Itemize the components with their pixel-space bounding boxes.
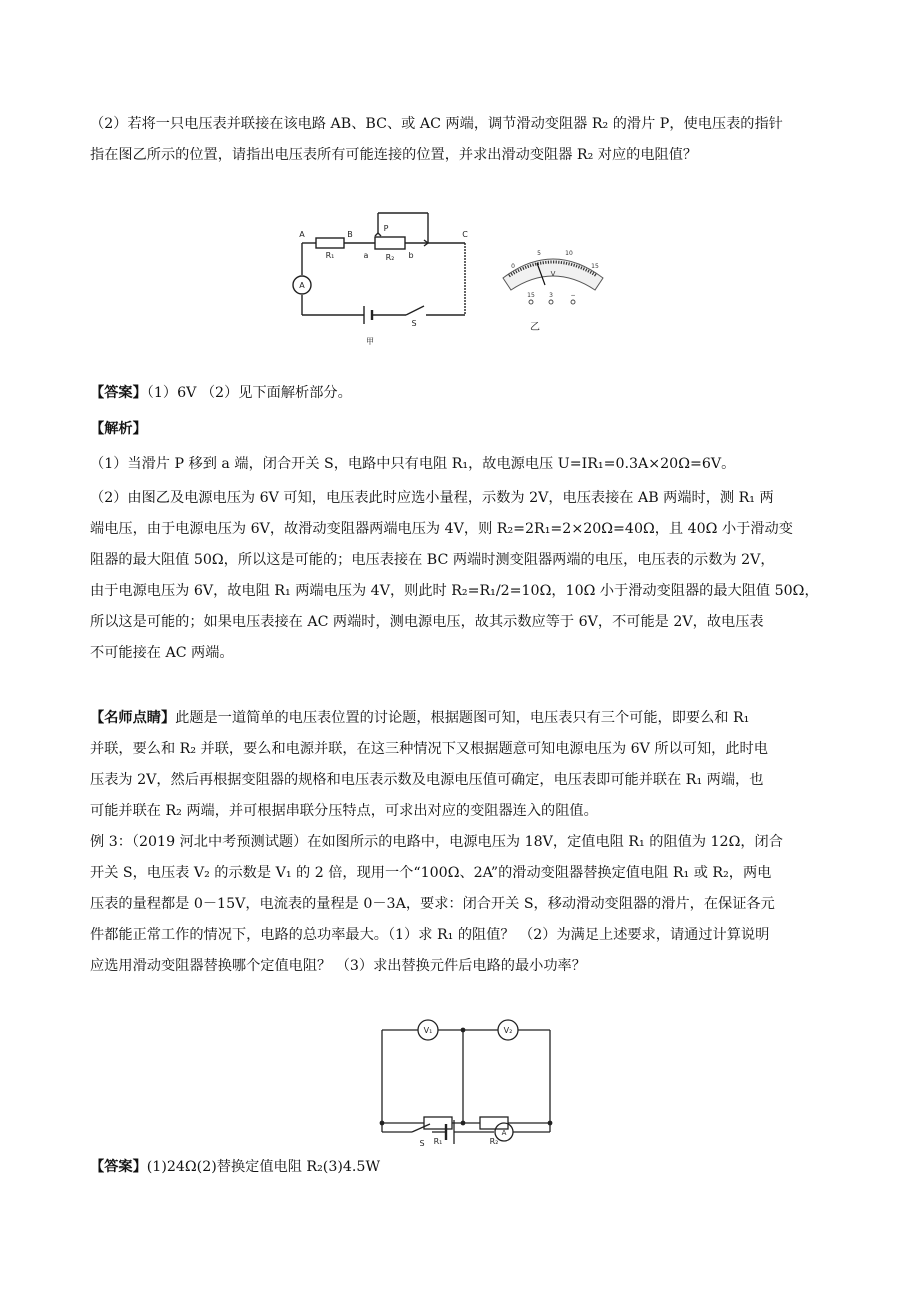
answer-tag: 【答案】 — [90, 1159, 147, 1175]
switch-s-label: S — [411, 319, 417, 328]
ammeter-symbol: A — [501, 1129, 507, 1137]
dial-unit-label: V — [550, 270, 556, 278]
node-b-label: B — [347, 230, 353, 239]
circuit-diagram-jia — [280, 200, 490, 350]
resistor-r1-label: R₁ — [433, 1137, 443, 1146]
answer-text: （1）6V （2）见下面解析部分。 — [146, 385, 352, 401]
answer-text: (1)24Ω(2)替换定值电阻 R₂(3)4.5W — [146, 1159, 381, 1175]
node-a-label: A — [299, 230, 305, 239]
analysis-line: 阻器的最大阻值 50Ω，所以这是可能的；电压表接在 BC 两端时测变阻器两端的电压，电压表的示数为 2V， — [90, 552, 775, 568]
slider-p-label: P — [383, 224, 389, 233]
resistor-r2-label: R₂ — [489, 1137, 499, 1146]
node-c-label: C — [462, 230, 468, 239]
answer-1 — [90, 378, 840, 409]
analysis-line: 所以这是可能的；如果电压表接在 AC 两端时，测电源电压，故其示数应等于 6V，不可能是 2V，故电压表 — [90, 614, 764, 630]
figure-caption-yi: 乙 — [530, 322, 540, 333]
tip-line: 并联，要么和 R₂ 并联，要么和电源并联，在这三种情况下又根据题意可知电源电压为 6V 所以可知，此时电 — [90, 741, 768, 757]
terminal-label: 3 — [549, 292, 553, 299]
figure-caption-jia: 甲 — [366, 337, 374, 346]
tip-line: 可能并联在 R₂ 两端，并可根据串联分压特点，可求出对应的变阻器连入的阻值。 — [90, 803, 598, 819]
answer-tag: 【答案】 — [90, 385, 147, 401]
analysis-heading — [90, 414, 840, 445]
switch-s-label: S — [419, 1139, 425, 1148]
dial-tick-label: 15 — [591, 263, 599, 270]
dial-tick-label: 5 — [537, 250, 541, 257]
resistor-r1-label: R₁ — [325, 251, 335, 260]
analysis-line: （1）当滑片 P 移到 a 端，闭合开关 S，电路中只有电阻 R₁，故电源电压 U=IR₁=0.3A×20Ω=6V。 — [90, 456, 736, 472]
example-3 — [90, 827, 840, 982]
example-line: 开关 S，电压表 V₂ 的示数是 V₁ 的 2 倍，现用一个“100Ω、2A”的滑动变阻器替换定值电阻 R₁ 或 R₂，两电 — [90, 865, 772, 881]
dial-tick-label: 0 — [511, 263, 515, 270]
example-line: 应选用滑动变阻器替换哪个定值电阻？ （3）求出替换元件后电路的最小功率？ — [90, 958, 586, 974]
analysis-tag: 【解析】 — [90, 421, 147, 437]
analysis-line: （2）由图乙及电源电压为 6V 可知，电压表此时应选小量程，示数为 2V，电压表接在 AB 两端时，测 R₁ 两 — [90, 490, 774, 506]
end-b-label: b — [408, 251, 414, 260]
example-line: 件都能正常工作的情况下，电路的总功率最大。（1）求 R₁ 的阻值？ （2）为满足上述要求，请通过计算说明 — [90, 927, 770, 943]
teacher-tip — [90, 703, 840, 827]
tip-tag: 【名师点睛】 — [90, 710, 176, 726]
analysis-line: 端电压，由于电源电压为 6V，故滑动变阻器两端电压为 4V，则 R₂=2R₁=2×20Ω=40Ω，且 40Ω 小于滑动变 — [90, 521, 793, 537]
tip-line: 此题是一道简单的电压表位置的讨论题，根据题图可知，电压表只有三个可能，即要么和 R₁ — [175, 710, 750, 726]
tip-line: 压表为 2V，然后再根据变阻器的规格和电压表示数及电源电压值可确定，电压表即可能并联在 R₁ 两端，也 — [90, 772, 764, 788]
example-line: 例 3：（2019 河北中考预测试题）在如图所示的电路中，电源电压为 18V，定值电阻 R₁ 的阻值为 12Ω，闭合 — [90, 834, 783, 850]
terminal-label: 15 — [527, 292, 535, 299]
example-line: 压表的量程都是 0－15V，电流表的量程是 0－3A，要求：闭合开关 S，移动滑动变阻器的滑片，在保证各元 — [90, 896, 775, 912]
dial-tick-label: 10 — [565, 250, 573, 257]
voltmeter-dial-yi — [495, 238, 625, 338]
answer-3 — [90, 1152, 840, 1183]
end-a-label: a — [363, 251, 369, 260]
circuit-diagram-example3 — [372, 1010, 562, 1152]
voltmeter-v2-symbol: V₂ — [503, 1026, 513, 1035]
question-2-line: （2）若将一只电压表并联接在该电路 AB、BC、或 AC 两端，调节滑动变阻器 R₂ 的滑片 P，使电压表的指针 — [90, 116, 783, 132]
resistor-r2-label: R₂ — [385, 253, 395, 262]
analysis-line: 不可能接在 AC 两端。 — [90, 645, 234, 661]
analysis-body — [90, 449, 840, 669]
ammeter-symbol: A — [299, 281, 305, 290]
question-2-line: 指在图乙所示的位置，请指出电压表所有可能连接的位置，并求出滑动变阻器 R₂ 对应的电阻值？ — [90, 147, 698, 163]
question-2 — [90, 109, 840, 171]
analysis-line: 由于电源电压为 6V，故电阻 R₁ 两端电压为 4V，则此时 R₂=R₁/2=10Ω，10Ω 小于滑动变阻器的最大阻值 50Ω， — [90, 583, 819, 599]
voltmeter-v1-symbol: V₁ — [423, 1026, 433, 1035]
terminal-label: − — [570, 292, 576, 299]
